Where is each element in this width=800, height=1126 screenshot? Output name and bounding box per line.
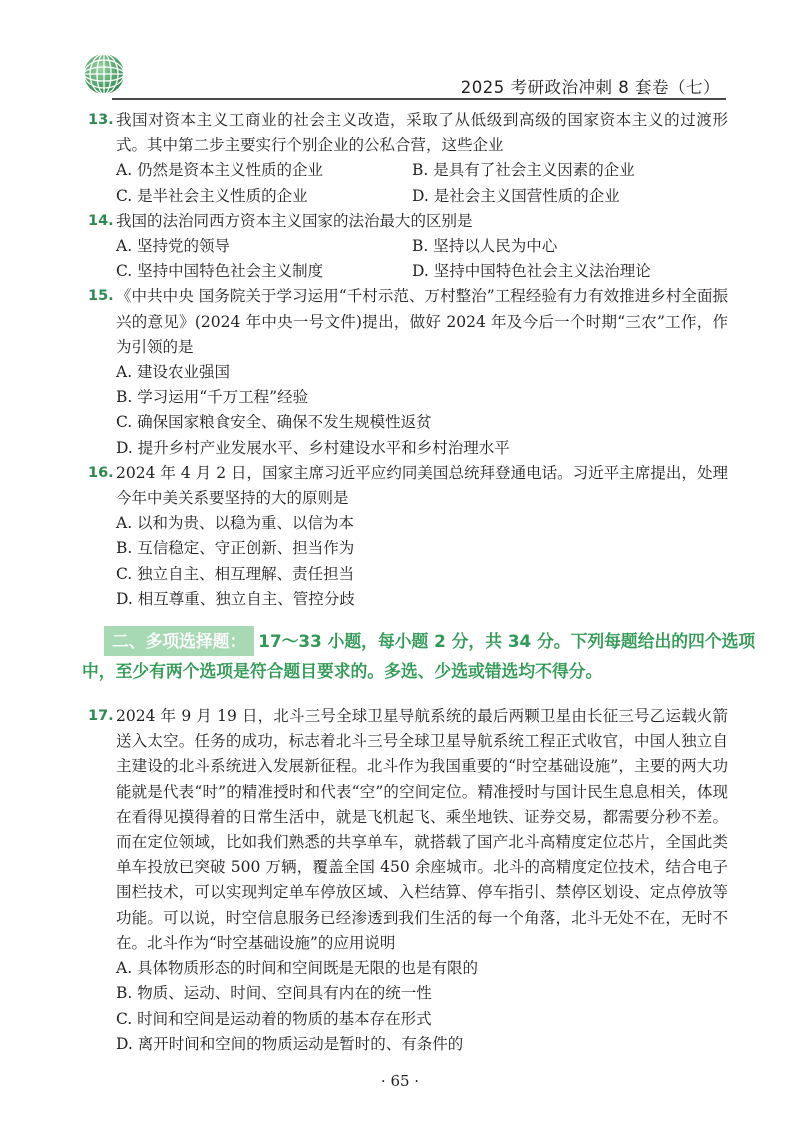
option-a: A. 建设农业强国 — [116, 363, 231, 382]
options — [116, 158, 728, 208]
question-number: 16. — [88, 464, 114, 481]
question-stem: 我国的法治同西方资本主义国家的法治最大的区别是 — [116, 211, 473, 230]
option-d: D. 相互尊重、独立自主、管控分歧 — [116, 589, 355, 608]
question-stem: 2024 年 4 月 2 日，国家主席习近平应约同美国总统拜登通电话。习近平主席提出，处理今年中美关系要坚持的大的原则是 — [116, 463, 728, 508]
question-14 — [88, 209, 728, 285]
option-d: D. 坚持中国特色社会主义法治理论 — [412, 262, 651, 281]
option-c: C. 坚持中国特色社会主义制度 — [116, 262, 324, 281]
question-number: 14. — [88, 212, 114, 229]
question-number: 13. — [88, 112, 114, 128]
question-17 — [88, 704, 728, 1057]
page-number: · 65 · — [380, 1072, 420, 1090]
question-stem: 《中共中央 国务院关于学习运用“千村示范、万村整治”工程经验有力有效推进乡村全面振兴的意见》(2024 年中央一号文件)提出，做好 2024 年及今后一个时期“三农”工作，作为引领的是 — [116, 287, 728, 356]
section-tag: 二、多项选择题： — [104, 626, 254, 656]
page-header — [82, 52, 726, 102]
question-number: 17. — [88, 708, 114, 725]
section-heading — [82, 626, 762, 686]
option-d: D. 离开时间和空间的物质运动是暂时的、有条件的 — [116, 1034, 464, 1053]
question-stem: 我国对资本主义工商业的社会主义改造，采取了从低级到高级的国家资本主义的过渡形式。其中第二步主要实行个别企业的公私合营，这些企业 — [116, 111, 728, 155]
question-15 — [88, 284, 728, 460]
option-c: C. 时间和空间是运动着的物质的基本存在形式 — [116, 1009, 432, 1028]
option-c: C. 独立自主、相互理解、责任担当 — [116, 564, 355, 583]
section-instructions: 17～33 小题，每小题 2 分，共 34 分。下列每题给出的四个选项中，至少有两个选项是符合题目要求的。多选、少选或错选均不得分。 — [82, 631, 756, 682]
option-b: B. 是具有了社会主义因素的企业 — [412, 161, 635, 180]
option-a: A. 具体物质形态的时间和空间既是无限的也是有限的 — [116, 959, 479, 978]
globe-icon — [82, 52, 128, 98]
option-a: A. 以和为贵、以稳为重、以信为本 — [116, 514, 355, 533]
question-16 — [88, 461, 728, 612]
question-number: 15. — [88, 288, 114, 305]
option-a: A. 仍然是资本主义性质的企业 — [116, 161, 324, 180]
option-d: D. 是社会主义国营性质的企业 — [412, 186, 620, 205]
option-b: B. 学习运用“千万工程”经验 — [116, 388, 309, 407]
option-c: C. 是半社会主义性质的企业 — [116, 186, 308, 205]
option-b: B. 物质、运动、时间、空间具有内在的统一性 — [116, 984, 432, 1003]
option-b: B. 互信稳定、守正创新、担当作为 — [116, 539, 355, 558]
option-a: A. 坚持党的领导 — [116, 237, 231, 256]
exam-content — [82, 108, 756, 1057]
question-13 — [88, 108, 728, 209]
option-d: D. 提升乡村产业发展水平、乡村建设水平和乡村治理水平 — [116, 438, 510, 457]
options — [116, 234, 728, 284]
header-rule — [112, 98, 726, 100]
option-c: C. 确保国家粮食安全、确保不发生规模性返贫 — [116, 413, 432, 432]
page-title: 2025 考研政治冲刺 8 套卷（七） — [460, 78, 720, 97]
question-stem: 2024 年 9 月 19 日，北斗三号全球卫星导航系统的最后两颗卫星由长征三号乙运载火箭送入太空。任务的成功，标志着北斗三号全球卫星导航系统工程正式收官，中国人独立自主建设的北斗系统进入发展新征程。北斗作为我国重要的“时空基础设施”，主要的两大功能就是代表“时”的精准授时和代表“空”的空间定位。精准授时与国计民生息息相关，体现在看得见摸得着的日常生活中，就是飞机起飞、乘坐地铁、证券交易，都需要分秒不差。而在定位领域，比如我们熟悉的共享单车，就搭载了国产北斗高精度定位芯片，全国此类单车投放已突破 500 万辆，覆盖全国 450 余座城市。北斗的高精度定位技术，结合电子围栏技术，可以实现判定单车停放区域、入栏结算、停车指引、禁停区划设、定点停放等功能。可以说，时空信息服务已经渗透到我们生活的每一个角落，北斗无处不在，无时不在。北斗作为“时空基础设施”的应用说明 — [116, 707, 728, 952]
option-b: B. 坚持以人民为中心 — [412, 237, 558, 256]
